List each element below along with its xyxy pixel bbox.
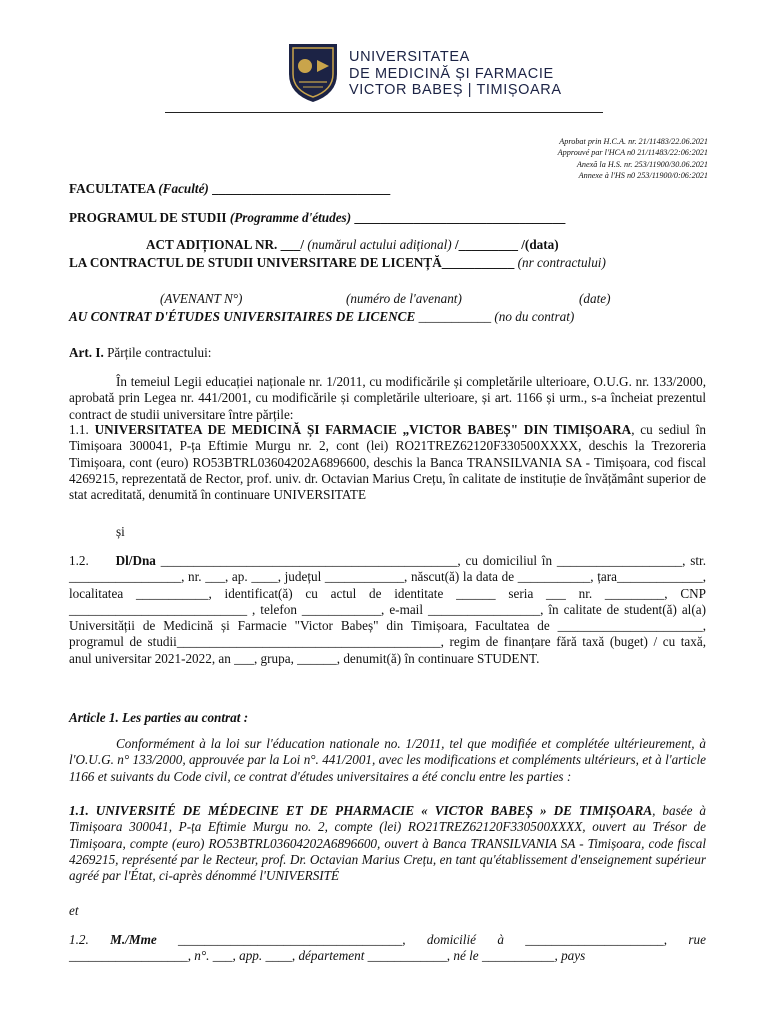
header-divider [165, 112, 603, 113]
faculty-blank: ___________________________ [212, 181, 391, 196]
university-line-3: VICTOR BABEȘ | TIMIȘOARA [349, 82, 562, 98]
contrat-number-blank: ___________ [418, 309, 492, 324]
act-number-note: (numărul actului adițional) [307, 237, 452, 252]
approval-line-2: Approuvé par l'HCA n0 21/11483/22:06:2021 [557, 148, 708, 158]
article1-fr-intro: Conformément à la loi sur l'éducation nationale no. 1/2011, tel que modifiée et complétée ultérieurement, à l'O.U.G. n° 133/2000, approuvée par la Loi n°. 441/2001, avec les modifications et compléments ultérieurs, et à l'article 1166 et suivants du Code civil, ce contrat d'études universitaires a été conclu entre les parties : [69, 736, 706, 784]
approval-line-4: Annexe à l'HS n0 253/11900/0:06:2021 [578, 171, 708, 181]
faculty-label: FACULTATEA [69, 181, 155, 196]
article1-fr-party-1 [69, 803, 706, 884]
article1-fr-and: et [69, 903, 79, 918]
faculty-field [69, 181, 706, 197]
act-title-line-2 [69, 255, 706, 271]
act-title-line-1 [146, 237, 770, 253]
avenant-date: (date) [579, 291, 611, 306]
art1-and: și [116, 524, 125, 539]
art1-intro: În temeiul Legii educației naționale nr. 1/2011, cu modificările și completările ulterioare, O.U.G. nr. 133/2000, aprobată prin Legea nr. 441/2001, cu modificările și completările ulterioare, și art. 1166 și urm., s-a încheiat prezentul contract de studii universitare între părțile: [69, 374, 706, 422]
art1-party-1 [69, 422, 706, 503]
party-1-number: 1.1. [69, 422, 89, 437]
university-line-2: DE MEDICINĂ ȘI FARMACIE [349, 65, 554, 82]
university-line-1: UNIVERSITATEA [349, 49, 470, 65]
avenant-line-2 [69, 309, 706, 325]
article1-fr-party-2 [69, 932, 706, 965]
article1-fr-heading: Article 1. Les parties au contrat : [69, 710, 249, 725]
art1-heading-label: Art. I. [69, 345, 104, 360]
party-2-label: Dl/Dna [115, 553, 156, 568]
contrat-number-note: (no du contrat) [494, 309, 575, 324]
party-1-name: UNIVERSITATEA DE MEDICINĂ ȘI FARMACIE „VICTOR BABEȘ" DIN TIMIȘOARA [94, 422, 632, 437]
party-2-number: 1.2. [69, 553, 89, 568]
approval-notes [558, 136, 708, 182]
act-date: /_________ /(data) [454, 237, 559, 252]
avenant-number: (AVENANT N°) [160, 291, 243, 306]
university-crest-icon [285, 40, 341, 104]
approval-line-3: Anexă la H.S. nr. 253/11900/30.06.2021 [576, 159, 708, 169]
partie-2-number: 1.2. [69, 932, 111, 947]
programme-label: PROGRAMUL DE STUDII [69, 210, 227, 225]
partie-1-details: , basée à Timișoara 300041, P-ța Eftimie Murgu no. 2, compte (lei) RO21TREZ62120F330500XXXX, ouvert au Trésor de Timișoara, compte (euro) RO53BTRL03604202A6896600, ouvert à Banca TRANSILVANIA SA - Timișoara, code fiscal 4269215, représenté par le Recteur, prof. Dr. Octavian Marius Crețu, en tant qu'établissement d'enseignement supérieur agréé par l'État, ci-après dénommé l'UNIVERSITÉ [69, 803, 707, 884]
party-2-details: _____________________________________________, cu domiciliul în ___________________, str. _________________, nr. ___, ap. ____, județul ____________, născut(ă) la data de ___________, țara_____________, localitatea ___________, identificat(ă) cu actul de identitate ______ seria ___ nr. _________, CNP ___________________________ , telefon ____________, e-mail _________________, în calitate de student(ă) al(a) Universității de Medicină și Farmacie "Victor Babeș" din Timișoara, Facultatea de ______________________, programul de studii________________________________________, regim de finanțare fără taxă (buget) / cu taxă, anul universitar 2021-2022, an ___, grupa, ______, denumit(ă) în continuare STUDENT. [69, 553, 706, 666]
university-name [349, 49, 562, 99]
art1-heading-text: Părțile contractului: [107, 345, 212, 360]
art1-heading [69, 345, 706, 361]
partie-2-details: __________________________________, domicilié à _____________________, rue __________________, n°. ___, app. ____, département ____________, né le ___________, pays [69, 932, 707, 964]
faculty-label-fr: (Faculté) [158, 181, 209, 196]
contract-number-blank: ___________ [441, 255, 515, 270]
programme-label-fr: (Programme d'études) [229, 210, 352, 225]
act-number: ACT ADIȚIONAL NR. ___/ [146, 237, 305, 252]
art1-party-2 [69, 553, 706, 667]
partie-2-label: M./Mme [110, 932, 157, 947]
avenant-number-note: (numéro de l'avenant) [346, 291, 462, 306]
party-1-details: , cu sediul în Timișoara 300041, P-ța Eftimie Murgu nr. 2, cont (lei) RO21TREZ62120F330500XXXX, deschis la Trezoreria Timișoara, cont (euro) RO53BTRL03604202A6896600, deschis la Banca TRANSILVANIA SA - Timișoara, cod fiscal 4269215, reprezentată de Rector, prof. univ. dr. Octavian Marius Crețu, în calitate de instituție de învățământ superior de stat acreditată, denumită în continuare UNIVERSITATE [69, 422, 706, 503]
contract-title: LA CONTRACTUL DE STUDII UNIVERSITARE DE LICENȚĂ [69, 255, 442, 270]
contrat-title-fr: AU CONTRAT D'ÉTUDES UNIVERSITAIRES DE LICENCE [69, 309, 416, 324]
university-header [285, 40, 615, 106]
programme-blank: ________________________________ [354, 210, 566, 225]
contract-number-note: (nr contractului) [517, 255, 606, 270]
partie-1-name: 1.1. UNIVERSITÉ DE MÉDECINE ET DE PHARMACIE « VICTOR BABEȘ » DE TIMIȘOARA [69, 803, 653, 818]
programme-field [69, 210, 706, 226]
approval-line-1: Aprobat prin H.C.A. nr. 21/11483/22.06.2021 [559, 137, 708, 146]
